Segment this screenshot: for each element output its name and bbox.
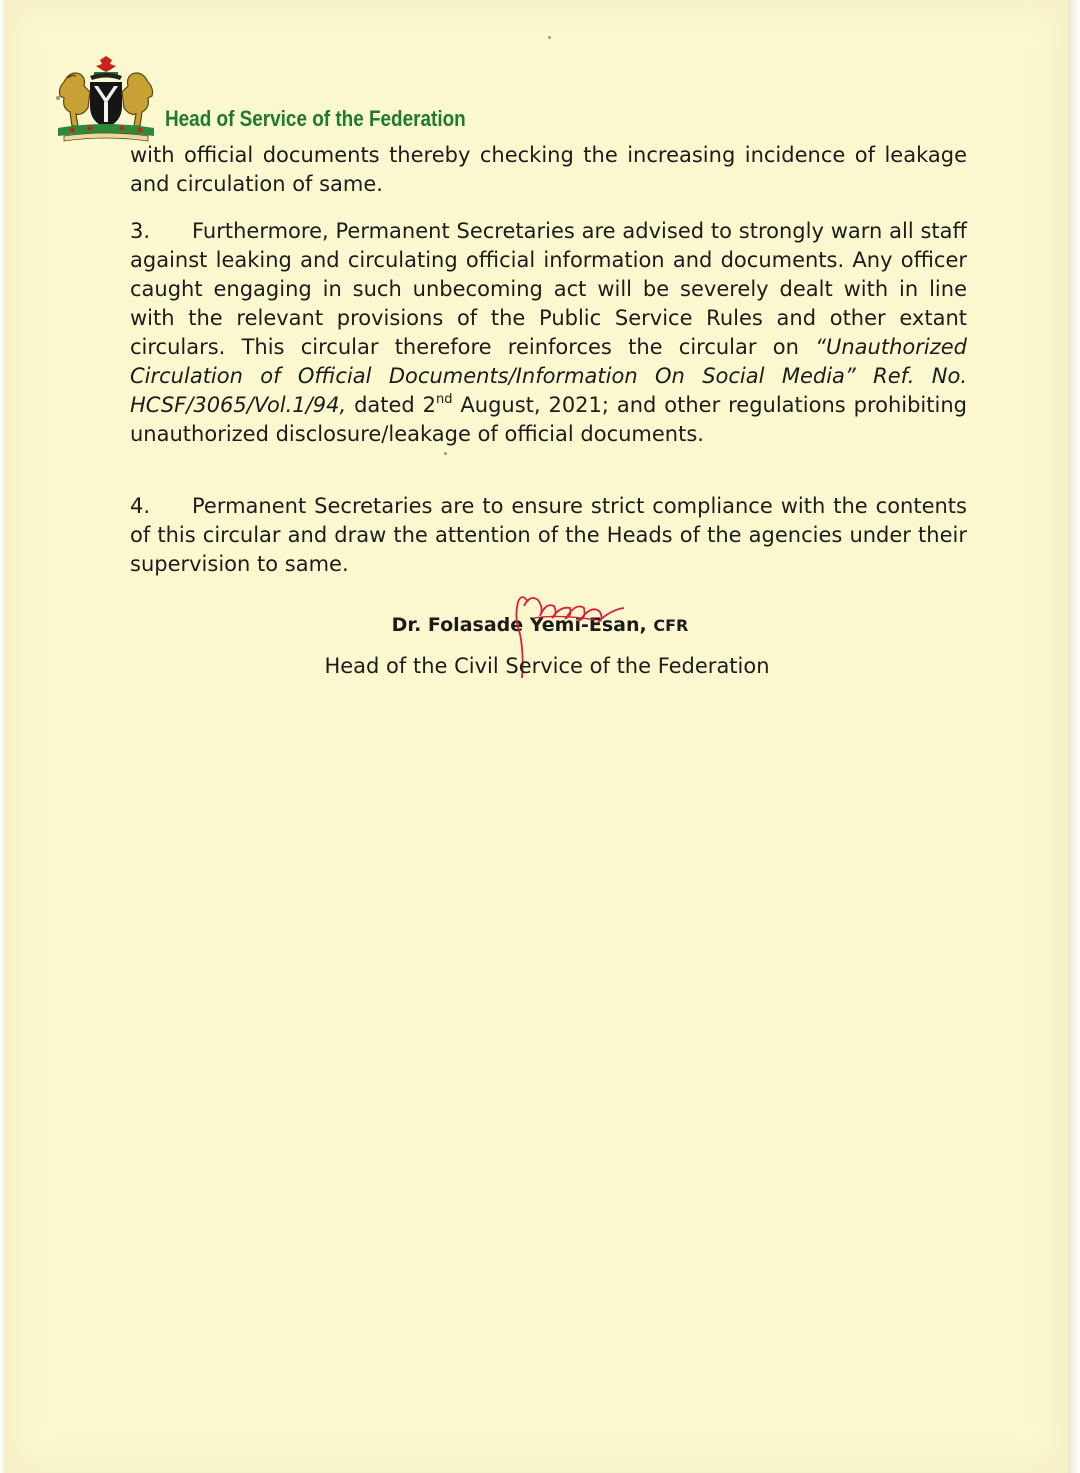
circular-reference: “Unauthorized Circulation of Official Documents/Information On Social Media” Ref. No. HCSF/3065/Vol.1/94,: [130, 335, 967, 417]
paragraph-text: Permanent Secretaries are to ensure strict compliance with the contents of this circular and draw the attention of the Heads of the agencies under their supervision to same.: [130, 494, 967, 576]
signatory-honour: CFR: [653, 616, 689, 635]
continuation-text: with official documents thereby checking the increasing incidence of leakage and circulation of same.: [130, 143, 967, 196]
paragraph-number: 4.: [130, 494, 151, 518]
paragraph-text: August, 2021; and other regulations prohibiting unauthorized disclosure/leakage of official documents.: [130, 393, 967, 446]
page-right-edge: [1068, 0, 1080, 1473]
paper-speck: [548, 36, 551, 39]
paragraph-continuation: [130, 141, 967, 227]
paragraph-text: dated 2: [346, 393, 437, 417]
paper-speck: [444, 452, 447, 455]
ordinal-suffix: nd: [436, 392, 453, 407]
paper-speck: [56, 96, 60, 100]
paragraph-3: [130, 217, 967, 477]
paragraph-number: 3.: [130, 219, 151, 243]
signatory-name: Dr. Folasade Yemi-Esan, CFR: [391, 614, 689, 636]
nigeria-coat-of-arms-icon: [50, 56, 162, 142]
signatory-title: Head of the Civil Service of the Federation: [324, 654, 770, 678]
paragraph-text: Furthermore, Permanent Secretaries are advised to strongly warn all staff against leaking and circulating official information and documents. Any officer caught engaging in such unbecoming act will be severely dealt with in line with the relevant provisions of the Public Service Rules and other extant circulars. This circular therefore reinforces the circular on: [130, 219, 967, 359]
letterhead-org-name: Head of Service of the Federation: [165, 106, 466, 131]
